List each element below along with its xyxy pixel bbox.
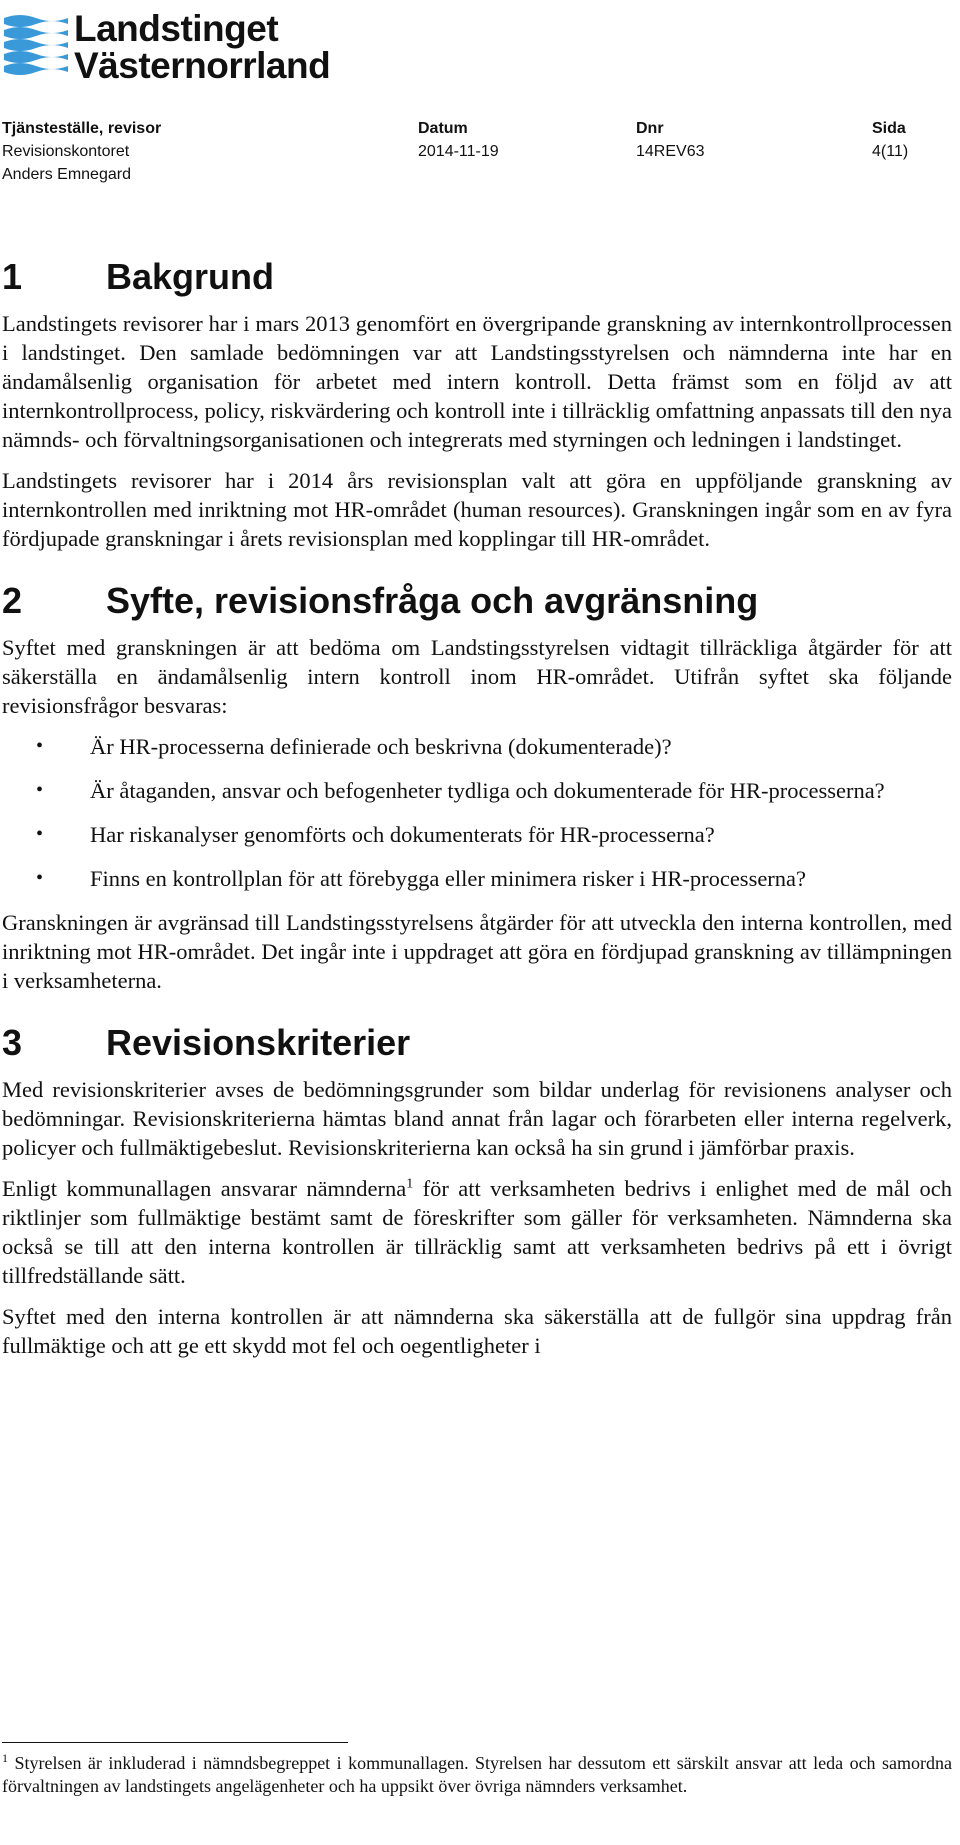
list-item: • Har riskanalyser genomförts och dokumenterats för HR-processerna?: [2, 820, 952, 849]
logo-line1: Landstinget: [74, 8, 279, 49]
footnote-reference[interactable]: 1: [406, 1176, 414, 1192]
section-3-paragraph-3: Syftet med den interna kontrollen är att nämnderna ska säkerställa att de fullgör sina uppdrag från fullmäktige och att ge ett skydd mot fel och oegentligheter i: [2, 1304, 952, 1358]
section-3-paragraph-2: [2, 1174, 952, 1290]
meta-dnr-heading: Dnr: [636, 120, 664, 137]
list-item: • Är HR-processerna definierade och beskrivna (dokumenterade)?: [2, 732, 952, 761]
section-3-paragraph-2-start: Enligt kommunallagen ansvarar nämnderna: [2, 1176, 407, 1201]
wave-logo-icon: [2, 12, 70, 78]
meta-date-heading: Datum: [418, 120, 468, 137]
meta-dnr-value: 14REV63: [636, 143, 705, 160]
meta-page-value: 4(11): [872, 143, 909, 160]
section-3-paragraph-2-end: för att verksamheten bedrivs i enlighet med de mål och riktlinjer som fullmäktige bestämt samt de föreskrifter som gäller för verksamheten. Nämnderna ska också se till att den interna kontrollen är tillräcklig samt att verksamheten bedrivs på ett i övrigt tillfredställande sätt.: [2, 1176, 952, 1288]
list-item: • Finns en kontrollplan för att förebygga eller minimera risker i HR-processerna?: [2, 864, 952, 893]
footnote-divider: [2, 1742, 348, 1743]
section-3-heading: [2, 1021, 952, 1065]
section-1-paragraph-1: Landstingets revisorer har i mars 2013 genomfört en övergripande granskning av internkontrollprocessen i landstinget. Den samlade bedömningen var att Landstingsstyrelsen och nämnderna inte har en ändamålsenlig organisation för arbetet med intern kontroll. Detta främst som en följd av att internkontrollprocess, policy, riskvärdering och kontroll inte i tillräcklig omfattning anpassats till den nya nämnds- och förvaltningsorganisationen och integrerats med styrningen och ledningen i landstinget.: [2, 311, 952, 452]
revision-questions-list: [2, 732, 952, 893]
meta-date-value: 2014-11-19: [418, 143, 499, 160]
footnote-text: Styrelsen är inkluderad i nämndsbegreppet i kommunallagen. Styrelsen har dessutom ett särskilt ansvar att leda och samordna förvaltningen av landstingets angelägenheter och ha uppsikt över övriga nämnders verksamhet.: [2, 1753, 952, 1796]
footnote: [2, 1752, 952, 1798]
section-2-paragraph-1: Syftet med granskningen är att bedöma om Landstingsstyrelsen vidtagit tillräckliga åtgärder för att säkerställa en ändamålsenlig intern kontroll inom HR-området. Utifrån syftet ska följande revisionsfrågor besvaras:: [2, 635, 952, 718]
section-2-paragraph-2: Granskningen är avgränsad till Landstingsstyrelsens åtgärder för att utveckla den interna kontrollen, med inriktning mot HR-området. Det ingår inte i uppdraget att göra en fördjupad granskning av tillämpningen i verksamheterna.: [2, 910, 952, 993]
list-item: • Är åtaganden, ansvar och befogenheter tydliga och dokumenterade för HR-processerna?: [2, 776, 952, 805]
section-2-heading: [2, 579, 952, 623]
footnote-mark: 1: [2, 1751, 8, 1765]
logo-line2: Västernorrland: [74, 45, 331, 86]
section-2-number: 2: [2, 580, 23, 621]
section-1-title: Bakgrund: [106, 256, 275, 297]
section-3-number: 3: [2, 1022, 23, 1063]
section-1-number: 1: [2, 256, 23, 297]
section-1-heading: [2, 255, 952, 299]
section-3-title: Revisionskriterier: [106, 1022, 411, 1063]
meta-office-line1: Revisionskontoret: [2, 143, 130, 160]
meta-office-heading: Tjänsteställe, revisor: [2, 120, 162, 137]
meta-office-line2: Anders Emnegard: [2, 166, 131, 183]
meta-dnr: [636, 117, 705, 163]
section-3-paragraph-1: Med revisionskriterier avses de bedömningsgrunder som bildar underlag för revisionens analyser och bedömningar. Revisionskriterierna hämtas bland annat från lagar och förarbeten eller interna regelverk, policyer och fullmäktigebeslut. Revisionskriterierna kan också ha sin grund i jämförbar praxis.: [2, 1077, 952, 1160]
meta-page-heading: Sida: [872, 120, 906, 137]
meta-page: [872, 117, 908, 163]
meta-office: [2, 117, 161, 186]
section-2-title: Syfte, revisionsfråga och avgränsning: [106, 580, 759, 621]
section-1-paragraph-2: Landstingets revisorer har i 2014 års revisionsplan valt att göra en uppföljande granskning av internkontrollen med inriktning mot HR-området (human resources). Granskningen ingår som en av fyra fördjupade granskningar i årets revisionsplan med kopplingar till HR-området.: [2, 468, 952, 551]
document-body: [2, 255, 952, 1372]
meta-date: [418, 117, 499, 163]
landstinget-logo: [2, 8, 342, 86]
